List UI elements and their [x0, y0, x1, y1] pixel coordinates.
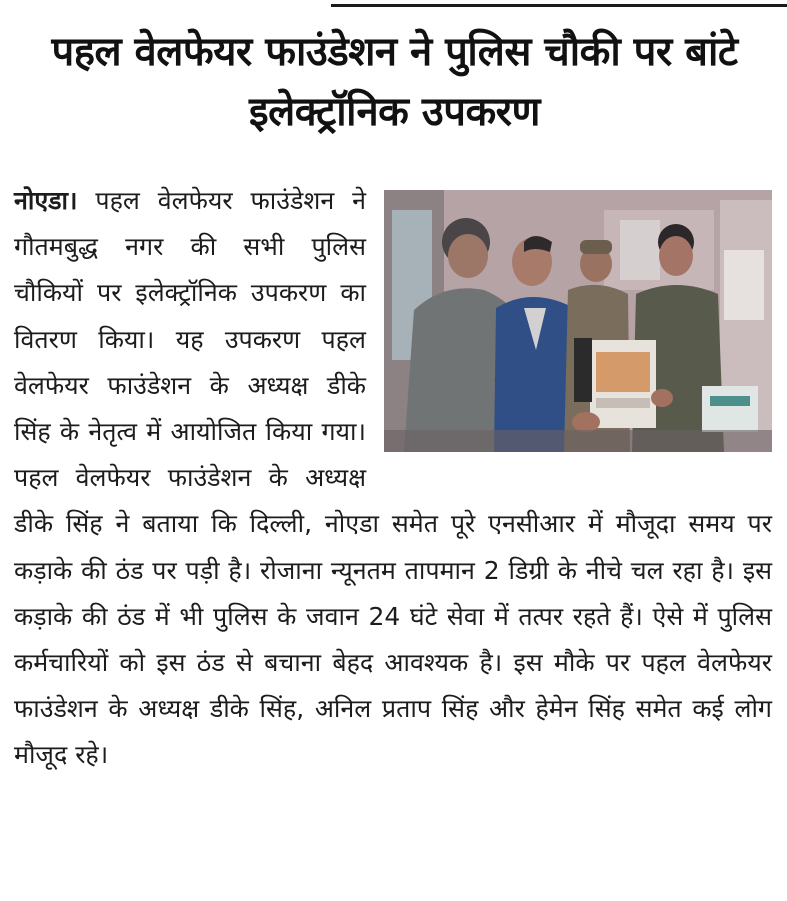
news-photo	[384, 190, 772, 452]
article-body	[14, 178, 772, 779]
photo-illustration	[384, 190, 772, 452]
dateline: नोएडा।	[14, 186, 78, 215]
body-text: पहल वेलफेयर फाउंडेशन ने गौतमबुद्ध नगर की सभी पुलिस चौकियों पर इलेक्ट्रॉनिक उपकरण का वितरण किया। यह उपकरण पहल वेलफेयर फाउंडेशन के अध्यक्ष डीके सिंह के नेतृत्व में आयोजित किया गया। पहल वेलफेयर फाउंडेशन के अध्यक्ष डीके सिंह ने बताया कि दिल्ली, नोएडा समेत पूरे एनसीआर में मौजूदा समय पर कड़ाके की ठंड पर पड़ी है। रोजाना न्यूनतम तापमान 2 डिग्री के नीचे चल रहा है। इस कड़ाके की ठंड में भी पुलिस के जवान 24 घंटे सेवा में तत्पर रहते हैं। ऐसे में पुलिस कर्मचारियों को इस ठंड से बचाना बेहद आवश्यक है। इस मौके पर पहल वेलफेयर फाउंडेशन के अध्यक्ष डीके सिंह, अनिल प्रताप सिंह और हेमेन सिंह समेत कई लोग मौजूद रहे।	[14, 186, 772, 770]
top-rule	[331, 4, 787, 7]
headline: पहल वेलफेयर फाउंडेशन ने पुलिस चौकी पर बांटे इलेक्ट्रॉनिक उपकरण	[51, 29, 738, 135]
